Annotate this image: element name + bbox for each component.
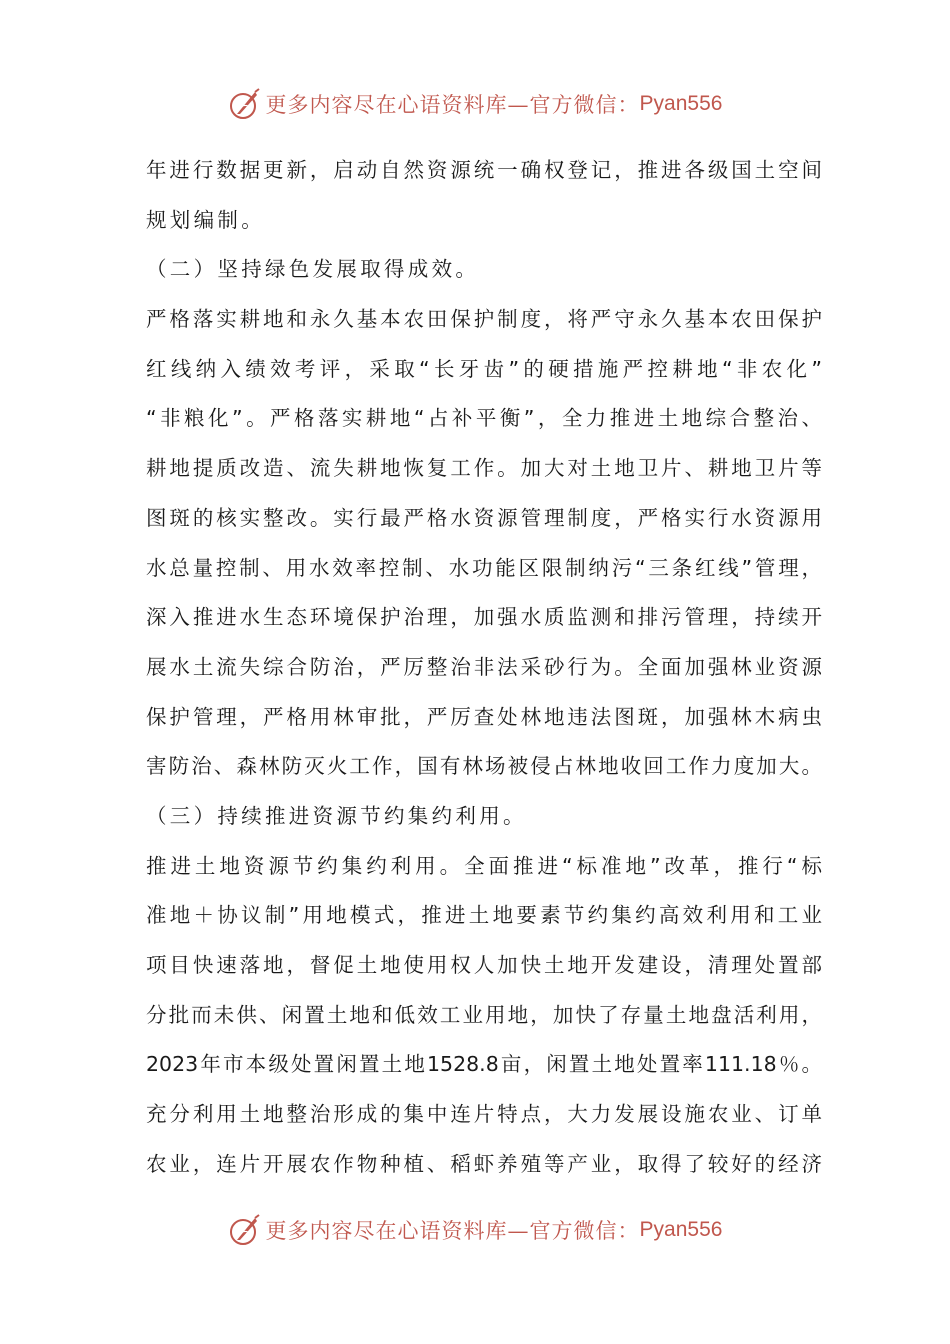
- text-line: 展水土流失综合防治，严厉整治非法采砂行为。全面加强林业资源: [146, 654, 822, 679]
- banner-text: 更多内容尽在心语资料库—官方微信：: [265, 1219, 640, 1243]
- quill-logo-icon: [228, 1213, 262, 1247]
- text-line: 图斑的核实整改。实行最严格水资源管理制度，严格实行水资源用: [146, 505, 822, 530]
- banner-wechat-id: Pyan556: [639, 92, 723, 115]
- header-banner: [0, 84, 950, 124]
- quill-logo-icon: [228, 87, 262, 121]
- text-line: 项目快速落地，督促土地使用权人加快土地开发建设，清理处置部: [146, 953, 822, 977]
- text-line: 严格落实耕地和永久基本农田保护制度，将严守永久基本农田保护: [146, 307, 822, 332]
- section-heading: （三）持续推进资源节约集约利用。: [146, 803, 527, 828]
- text-line: 保护管理，严格用林审批，严厉查处林地违法图斑，加强林木病虫: [146, 704, 822, 729]
- section-heading: （二）坚持绿色发展取得成效。: [146, 257, 480, 282]
- banner-wechat-id: Pyan556: [639, 1218, 723, 1241]
- document-body: [146, 146, 836, 1189]
- text-line: 规划编制。: [146, 207, 265, 232]
- text-line: 年进行数据更新，启动自然资源统一确权登记，推进各级国土空间: [146, 158, 822, 182]
- text-line: 耕地提质改造、流失耕地恢复工作。加大对土地卫片、耕地卫片等: [146, 456, 822, 481]
- text-line: 深入推进水生态环境保护治理，加强水质监测和排污管理，持续开: [146, 605, 822, 630]
- banner-text: 更多内容尽在心语资料库—官方微信：: [265, 93, 640, 117]
- text-line: 水总量控制、用水效率控制、水功能区限制纳污“三条红线”管理，: [146, 555, 822, 580]
- text-line: 2023年市本级处置闲置土地1528.8亩，闲置土地处置率111.18％。: [146, 1052, 822, 1077]
- text-line: 准地＋协议制”用地模式，推进土地要素节约集约高效利用和工业: [146, 903, 822, 928]
- text-line: 农业，连片开展农作物种植、稻虾养殖等产业，取得了较好的经济: [146, 1151, 822, 1176]
- text-line: “非粮化”。严格落实耕地“占补平衡”，全力推进土地综合整治、: [146, 406, 822, 431]
- footer-banner: [0, 1210, 950, 1250]
- text-line: 害防治、森林防灭火工作，国有林场被侵占林地收回工作力度加大。: [146, 754, 822, 779]
- text-line: 充分利用土地整治形成的集中连片特点，大力发展设施农业、订单: [146, 1102, 822, 1127]
- text-line: 分批而未供、闲置土地和低效工业用地，加快了存量土地盘活利用，: [146, 1002, 822, 1027]
- text-line: 推进土地资源节约集约利用。全面推进“标准地”改革，推行“标: [146, 853, 822, 878]
- text-line: 红线纳入绩效考评，采取“长牙齿”的硬措施严控耕地“非农化”: [146, 356, 822, 381]
